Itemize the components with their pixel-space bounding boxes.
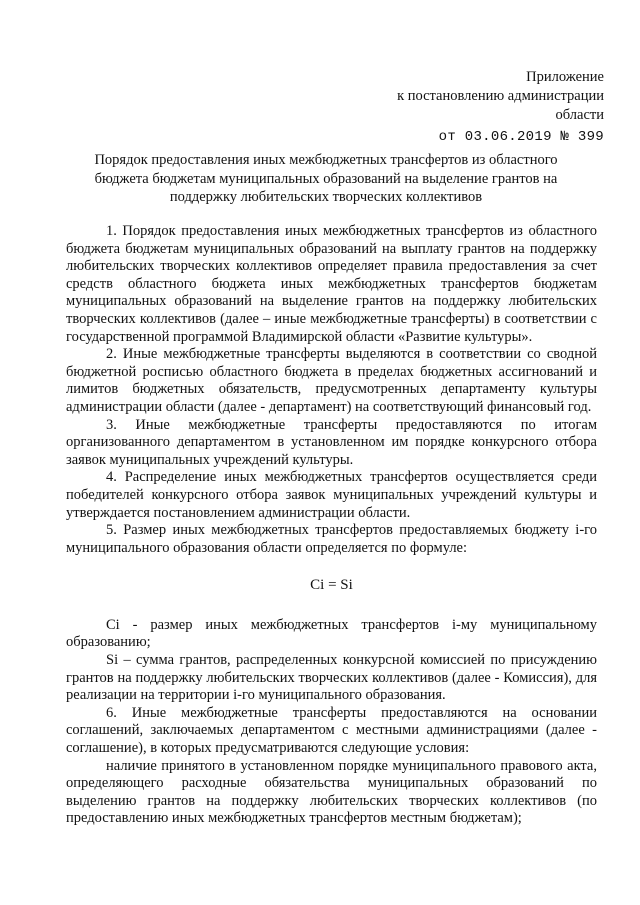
- formula: Ci = Si: [310, 577, 353, 594]
- title-line: бюджета бюджетам муниципальных образований на выделение грантов на: [94, 170, 558, 187]
- paragraph-ci-definition: Ci - размер иных межбюджетных трансфертов i-му муниципальному образованию;: [66, 616, 597, 651]
- document-body: [66, 223, 597, 828]
- document-title: [66, 151, 586, 207]
- title-line: Порядок предоставления иных межбюджетных трансфертов из областного: [94, 152, 558, 168]
- header-date-number: от 03.06.2019 № 399: [438, 129, 604, 145]
- paragraph-2: 2. Иные межбюджетные трансферты выделяются в соответствии со сводной бюджетной росписью областного бюджета в пределах бюджетных ассигнований и лимитов бюджетных обязательств, предусмотренных департаменту культуры администрации области (далее - департамент) на соответствующий финансовый год.: [66, 346, 597, 415]
- paragraph-7: наличие принятого в установленном порядке муниципального правового акта, определяющего расходные обязательства муниципальных образований по выделению грантов на поддержку любительских творческих коллективов (по предоставлению иных межбюджетных трансфертов местным бюджетам);: [66, 757, 597, 827]
- paragraph-4: 4. Распределение иных межбюджетных трансфертов осуществляется среди победителей конкурсного отбора заявок муниципальных учреждений культуры и утверждается постановлением администрации области.: [66, 469, 597, 521]
- approval-header: [397, 68, 604, 147]
- title-line: поддержку любительских творческих коллективов: [169, 189, 483, 205]
- paragraph-3: 3. Иные межбюджетные трансферты предоставляются по итогам организованного департаментом в установленном им порядке конкурсного отбора заявок муниципальных учреждений культуры.: [66, 416, 597, 468]
- paragraph-5: 5. Размер иных межбюджетных трансфертов предоставляемых бюджету i-го муниципального образования области определяется по формуле:: [66, 522, 597, 556]
- header-region-label: области: [555, 107, 604, 123]
- paragraph-6: 6. Иные межбюджетные трансферты предоставляются на основании соглашений, заключаемых департаментом с местными администрациями (далее - соглашение), в которых предусматриваются следующие условия:: [66, 704, 597, 757]
- paragraph-si-definition: Si – сумма грантов, распределенных конкурсной комиссией по присуждению грантов на поддержку любительских творческих коллективов (далее - Комиссия), для реализации на территории i-го муниципального образования.: [66, 652, 597, 704]
- header-appendix-label: Приложение: [526, 69, 604, 85]
- header-resolution-label: к постановлению администрации: [397, 88, 604, 104]
- paragraph-1: 1. Порядок предоставления иных межбюджетных трансфертов из областного бюджета бюджетам муниципальных образований на выплату грантов на поддержку любительских творческих коллективов определяет правила предоставления за счет средств областного бюджета иных межбюджетных трансфертов бюджетам муниципальных образований на выделение грантов на поддержку любительских творческих коллективов (далее – иные межбюджетные трансферты) в соответствии с государственной программой Владимирской области «Развитие культуры».: [66, 223, 597, 345]
